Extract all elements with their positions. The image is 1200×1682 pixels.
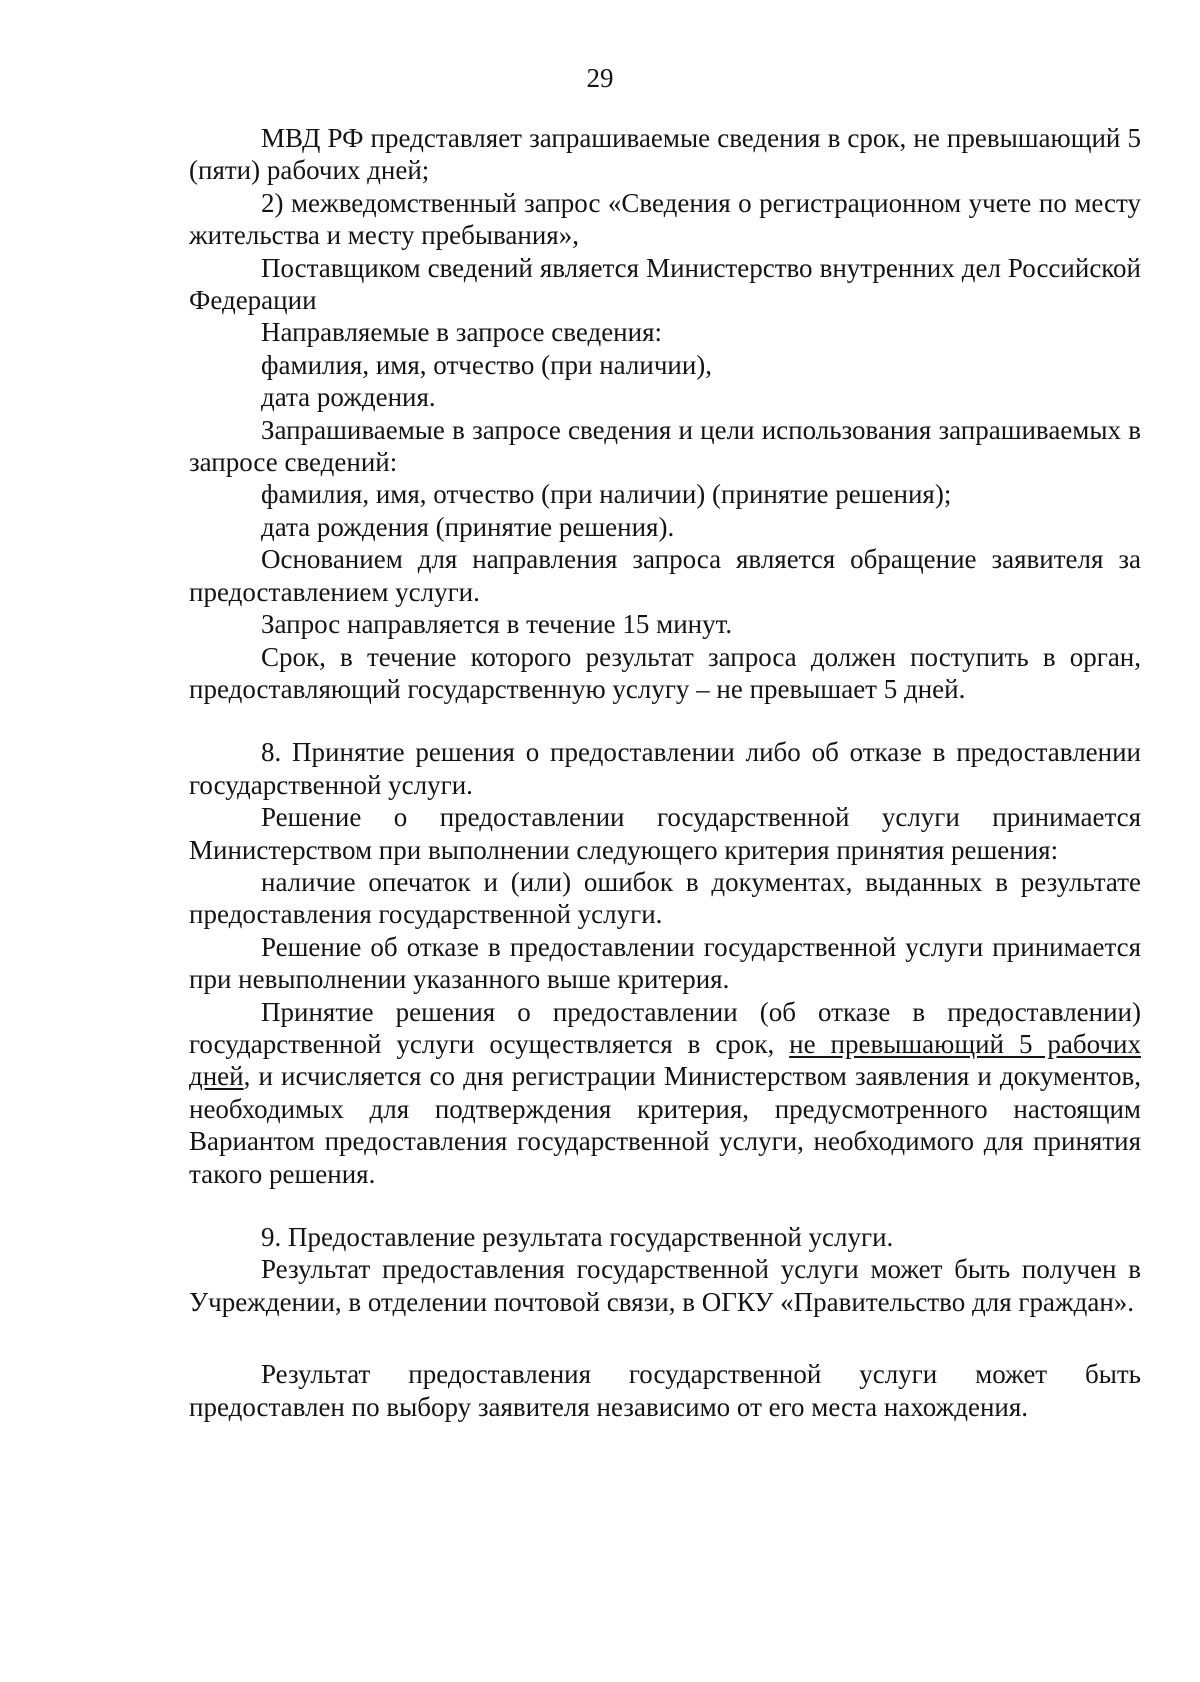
document-body xyxy=(189,122,1141,1423)
paragraph-sent-data-birthdate: дата рождения. xyxy=(261,382,436,413)
paragraph-decision-term xyxy=(189,996,1141,1190)
paragraph-interagency-request: 2) межведомственный запрос «Сведения о регистрационном учете по месту жительства и месту пребывания», xyxy=(189,187,1141,251)
decision-term-end: , и исчисляется со дня регистрации Министерством заявления и документов, необходимых для подтверждения критерия, предусмотренного настоящим Вариантом предоставления государственной услуги, необходимого для принятия такого решения. xyxy=(189,1061,1141,1189)
paragraph-sent-data-name: фамилия, имя, отчество (при наличии), xyxy=(261,349,713,380)
paragraph-refusal-decision: Решение об отказе в предоставлении государственной услуги принимается при невыполнении указанного выше критерия. xyxy=(189,931,1141,995)
paragraph-request-basis: Основанием для направления запроса является обращение заявителя за предоставлением услуги. xyxy=(189,544,1141,607)
paragraph-decision-criteria: Решение о предоставлении государственной услуги принимается Министерством при выполнении следующего критерия принятия решения: xyxy=(189,802,1141,865)
decision-term-underlined: не превышающий 5 рабочих дней xyxy=(189,1028,1141,1092)
paragraph-data-provider: Поставщиком сведений является Министерство внутренних дел Российской Федерации xyxy=(189,252,1141,316)
paragraph-requested-data-birthdate: дата рождения (принятие решения). xyxy=(261,511,675,542)
decision-term-start: Принятие решения о предоставлении (об отказе в предоставлении) государственной услуги осуществляется в срок, xyxy=(189,996,1141,1059)
paragraph-mvd-response-term: МВД РФ представляет запрашиваемые сведения в срок, не превышающий 5 (пяти) рабочих дней; xyxy=(189,123,1141,186)
paragraph-request-timing: Запрос направляется в течение 15 минут. xyxy=(261,609,733,640)
section-9-heading: 9. Предоставление результата государственной услуги. xyxy=(261,1222,894,1252)
paragraph-requested-data-name: фамилия, имя, отчество (при наличии) (принятие решения); xyxy=(261,479,952,510)
paragraph-result-locations: Результат предоставления государственной услуги может быть получен в Учреждении, в отделении почтовой связи, в ОГКУ «Правительство для граждан». xyxy=(189,1254,1141,1317)
page-number: 29 xyxy=(586,63,614,93)
paragraph-criterion-typos: наличие опечаток и (или) ошибок в документах, выданных в результате предоставления государственной услуги. xyxy=(189,866,1141,930)
paragraph-result-extraterritorial: Результат предоставления государственной услуги может быть предоставлен по выбору заявителя независимо от его места нахождения. xyxy=(189,1359,1141,1422)
section-8-heading: 8. Принятие решения о предоставлении либо об отказе в предоставлении государственной услуги. xyxy=(189,737,1141,800)
paragraph-requested-data-heading: Запрашиваемые в запросе сведения и цели использования запрашиваемых в запросе сведений: xyxy=(189,414,1141,478)
paragraph-sent-data-heading: Направляемые в запросе сведения: xyxy=(261,317,662,348)
paragraph-response-deadline: Срок, в течение которого результат запроса должен поступить в орган, предоставляющий государственную услугу – не превышает 5 дней. xyxy=(189,641,1141,704)
